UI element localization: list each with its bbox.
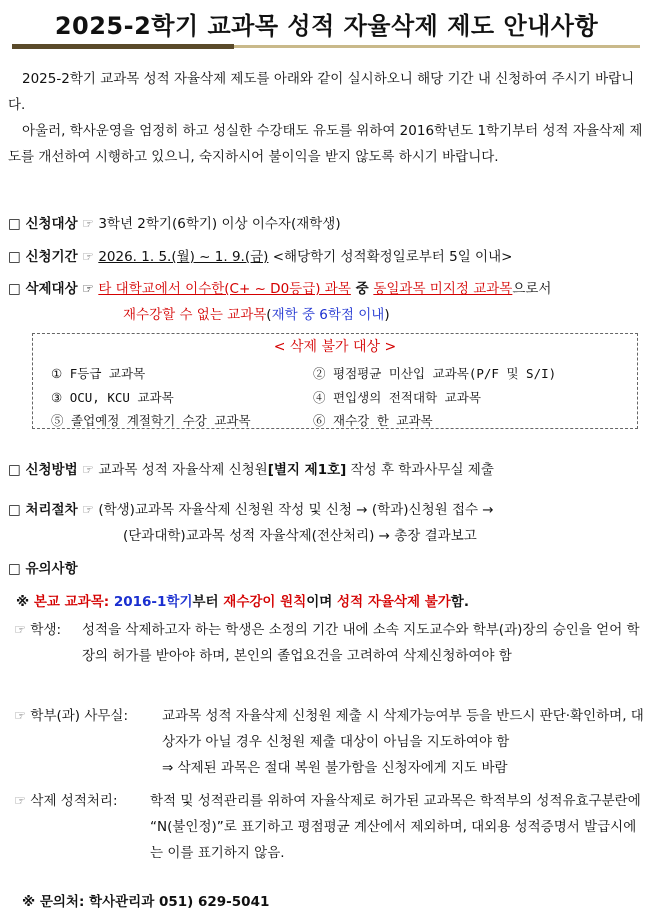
delete-target-row-2 [123, 303, 390, 323]
method-row [8, 458, 494, 478]
warning-p1: 본교 교과목: [33, 594, 114, 610]
pointer-icon: ☞ [14, 708, 27, 724]
notes-label: □ 유의사항 [8, 561, 78, 577]
exclusion-item: ⑥ 재수강 한 교과목 [313, 413, 433, 428]
process-row [8, 498, 494, 518]
exclusion-title: < 삭제 불가 대상 > [273, 339, 397, 355]
process-line1: (학생)교과목 자율삭제 신청원 작성 및 신청 → (학과)신청원 접수 → [98, 502, 494, 518]
dept-text: 교과목 성적 자율삭제 신청원 제출 시 삭제가능여부 등을 반드시 판단·확인하며, 대상자가 아닐 경우 신청원 제출 대상이 아님을 지도하여야 함 [162, 708, 644, 750]
pointer-icon: ☞ [81, 502, 95, 518]
exclusion-item: ④ 편입생의 전적대학 교과목 [313, 390, 481, 405]
pointer-icon: ☞ [81, 281, 95, 297]
exclusion-item: ③ OCU, KCU 교과목 [51, 390, 174, 405]
method-pre: 교과목 성적 자율삭제 신청원 [98, 462, 268, 478]
exclusion-item: ① F등급 교과목 [51, 366, 146, 381]
delete-target-part7: 재학 중 6학점 이내 [271, 307, 385, 323]
delete-target-part3: 동일과목 미지정 교과목 [373, 281, 513, 297]
dept-note [14, 703, 128, 729]
grade-note [14, 788, 118, 814]
target-value: 3학년 2학기(6학기) 이상 이수자(재학생) [98, 216, 341, 232]
warning-row [16, 590, 469, 610]
grade-text: 학적 및 성적관리를 위하여 자율삭제로 허가된 교과목은 학적부의 성적유효구분란에 “N(불인정)”로 표기하고 평점평균 계산에서 제외하며, 대외용 성적증명서 발급시에는 이를 표기하지 않음. [150, 793, 641, 861]
delete-target-label: □ 삭제대상 [8, 281, 78, 297]
process-row-2: (단과대학)교과목 성적 자율삭제(전산처리) → 총장 결과보고 [123, 528, 477, 544]
delete-target-part4: 으로서 [512, 281, 552, 297]
warning-p5: 이며 [306, 594, 338, 610]
period-row [8, 245, 512, 265]
delete-target-part1: 타 대학교에서 이수한(C+ ~ D0등급) 과목 [98, 281, 351, 297]
target-row [8, 212, 341, 232]
warning-p4: 재수강이 원칙 [223, 594, 307, 610]
exclusion-item: ⑤ 졸업예정 계절학기 수강 교과목 [51, 413, 251, 428]
warning-p3: 부터 [192, 594, 224, 610]
method-label: □ 신청방법 [8, 462, 78, 478]
method-post: 작성 후 학과사무실 제출 [346, 462, 494, 478]
delete-target-row [8, 277, 551, 297]
student-text: 성적을 삭제하고자 하는 학생은 소정의 기간 내에 소속 지도교수와 학부(과)장의 승인을 얻어 학장의 허가를 받아야 하며, 본인의 졸업요건을 고려하여 삭제신청하여야 함 [82, 622, 640, 664]
pointer-icon: ☞ [14, 622, 27, 638]
pointer-icon: ☞ [81, 216, 95, 232]
intro-paragraph-1: 2025-2학기 교과목 성적 자율삭제 제도를 아래와 같이 실시하오니 해당 기간 내 신청하여 주시기 바랍니다. [8, 71, 635, 113]
delete-target-part2: 중 [350, 281, 374, 297]
exclusion-item: ② 평점평균 미산입 교과목(P/F 및 S/I) [313, 366, 557, 381]
dept-label: 학부(과) 사무실: [30, 708, 129, 724]
pointer-icon: ☞ [81, 462, 95, 478]
dept-sub: ⇒ 삭제된 과목은 절대 복원 불가함을 신청자에게 지도 바람 [162, 760, 508, 776]
intro-paragraph-2: 아울러, 학사운영을 엄정히 하고 성실한 수강태도 유도를 위하여 2016학년도 1학기부터 성적 자율삭제 제도를 개선하여 시행하고 있으니, 숙지하시어 불이익을 받지 않도록 하시기 바랍니다. [8, 123, 643, 165]
warning-p2: 2016-1학기 [113, 594, 193, 610]
delete-target-part8: ) [384, 307, 390, 323]
target-label: □ 신청대상 [8, 216, 78, 232]
contact-row: ※ 문의처: 학사관리과 051) 629-5041 [22, 894, 270, 910]
page-title: 2025-2학기 교과목 성적 자율삭제 제도 안내사항 [54, 12, 599, 40]
pointer-icon: ☞ [14, 793, 27, 809]
period-value: 2026. 1. 5.(월) ~ 1. 9.(금) [98, 249, 269, 265]
grade-label: 삭제 성적처리: [30, 793, 118, 809]
method-bold: [별지 제1호] [267, 462, 347, 478]
warning-prefix: ※ [16, 594, 34, 610]
pointer-icon: ☞ [81, 249, 95, 265]
period-label: □ 신청기간 [8, 249, 78, 265]
title-rule-light [234, 45, 640, 48]
period-note: <해당학기 성적확정일로부터 5일 이내> [272, 249, 513, 265]
delete-target-part6: ( [266, 307, 272, 323]
student-label: 학생: [30, 622, 62, 638]
delete-target-part5: 재수강할 수 없는 교과목 [123, 307, 267, 323]
process-label: □ 처리절차 [8, 502, 78, 518]
warning-p6: 성적 자율삭제 불가 [337, 594, 451, 610]
warning-p7: 함. [450, 594, 469, 610]
title-rule-dark [12, 44, 234, 49]
exclusion-box [32, 333, 638, 429]
